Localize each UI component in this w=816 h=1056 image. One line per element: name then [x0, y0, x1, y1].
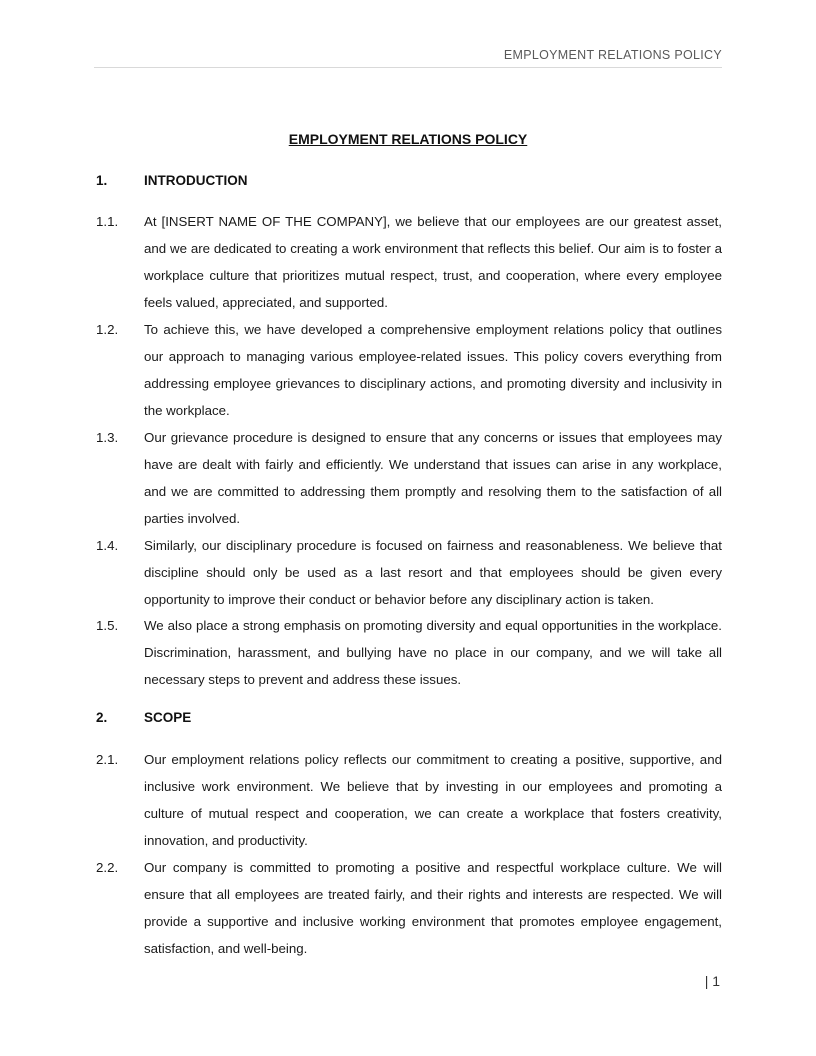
section-title: INTRODUCTION — [144, 173, 248, 188]
paragraph-number: 1.5. — [96, 618, 119, 633]
paragraph-text: Our grievance procedure is designed to ensure that any concerns or issues that employees may have are dealt with fairly and efficiently. We understand that issues can arise in any workplace, and we are committed to addressing them promptly and resolving them to the satisfaction of all parties involved. — [144, 430, 722, 526]
section-number: 1. — [96, 173, 108, 188]
paragraph-text: Similarly, our disciplinary procedure is focused on fairness and reasonableness. We believe that discipline should only be used as a last resort and that employees should be given every opportunity to improve their conduct or behavior before any disciplinary action is taken. — [144, 538, 722, 607]
paragraph-text: At [INSERT NAME OF THE COMPANY], we believe that our employees are our greatest asset, and we are dedicated to creating a work environment that reflects this belief. Our aim is to foster a workplace culture that prioritizes mutual respect, trust, and cooperation, where every employee feels valued, appreciated, and supported. — [144, 214, 722, 310]
section-title: SCOPE — [144, 710, 192, 725]
document-title: EMPLOYMENT RELATIONS POLICY — [288, 131, 528, 147]
paragraph-text: To achieve this, we have developed a comprehensive employment relations policy that outlines our approach to managing various employee-related issues. This policy covers everything from addressing employee grievances to disciplinary actions, and promoting diversity and inclusivity in the workplace. — [144, 322, 722, 418]
paragraph-number: 2.2. — [96, 860, 119, 875]
paragraph-number: 1.2. — [96, 322, 119, 337]
paragraph-text: We also place a strong emphasis on promoting diversity and equal opportunities in the workplace. Discrimination, harassment, and bullying have no place in our company, and we will take all necessary steps to prevent and address these issues. — [144, 618, 722, 687]
paragraph-text: Our company is committed to promoting a positive and respectful workplace culture. We will ensure that all employees are treated fairly, and their rights and interests are respected. We will provide a supportive and inclusive working environment that promotes employee engagement, satisfaction, and well-being. — [144, 860, 722, 956]
section-number: 2. — [96, 710, 108, 725]
paragraph-number: 2.1. — [96, 752, 119, 767]
header-text: EMPLOYMENT RELATIONS POLICY — [503, 48, 722, 62]
page-header — [94, 48, 722, 68]
paragraph-text: Our employment relations policy reflects our commitment to creating a positive, supportive, and inclusive work environment. We believe that by investing in our employees and promoting a culture of mutual respect and cooperation, we can create a workplace that fosters creativity, innovation, and productivity. — [144, 752, 722, 848]
paragraph-number: 1.1. — [96, 214, 119, 229]
paragraph-number: 1.4. — [96, 538, 119, 553]
paragraph-number: 1.3. — [96, 430, 119, 445]
page-number: | 1 — [704, 973, 720, 989]
